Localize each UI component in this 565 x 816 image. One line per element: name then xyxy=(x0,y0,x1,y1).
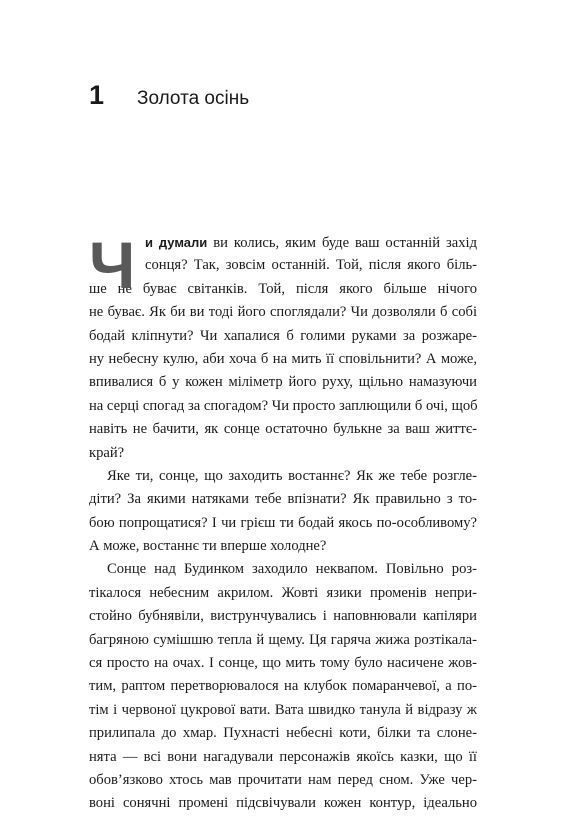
text-line: ся просто на очах. І сонце, що мить тому було насичене жов- xyxy=(89,655,477,672)
drop-cap: Ч xyxy=(89,228,136,302)
text-line: бодай кліпнути? Чи хапалися б голими руками за розжаре- xyxy=(89,327,477,344)
text-line: стойно бубнявіли, виструнчувались і наповнювали капіляри xyxy=(89,608,477,625)
text-line: А може, востаннє ти вперше холодне? xyxy=(89,538,327,555)
text-line: Сонце над Будинком заходило неквапом. Повільно роз- xyxy=(107,561,477,578)
text-line: прилипала до хмар. Пухнасті небесні коти, білки та слоне- xyxy=(89,725,477,742)
lead-in: и думали xyxy=(145,235,208,250)
chapter-title: Золота осінь xyxy=(137,88,250,109)
text-line-rest: ви колись, яким буде ваш останній захід xyxy=(207,235,477,251)
chapter-heading xyxy=(89,80,249,111)
text-line: тім і червоної цукрової вати. Вата швидко танула й відразу ж xyxy=(89,701,477,718)
chapter-text xyxy=(89,228,478,816)
paragraph-2 xyxy=(89,465,477,559)
text-line: ну небесну кулю, аби хоча б на мить її сповільнити? А може, xyxy=(89,350,477,367)
text-line: тим, раптом перетворювалося на клубок помаранчевої, а по- xyxy=(89,678,477,695)
text-line: бою попрощатися? І чи грієш ти бодай якось по-особливому? xyxy=(89,514,477,531)
text-line: не буває. Як би ви тоді його споглядали? Чи дозволяли б собі xyxy=(89,304,477,321)
text-line: нята — всі вони нагадували персонажів якоїсь казки, що її xyxy=(89,748,477,765)
text-line: діти? За якими натяками тебе впізнати? Як правильно з то- xyxy=(89,491,477,508)
text-line: навіть не бачити, як сонце остаточно булькне за ваш життє- xyxy=(89,421,477,438)
text-line xyxy=(145,231,477,254)
chapter-number: 1 xyxy=(89,80,105,110)
paragraph-3 xyxy=(89,558,477,815)
text-line: Яке ти, сонце, що заходить востаннє? Як же тебе розгле- xyxy=(107,467,477,484)
text-line: на серці спогад за спогадом? Чи просто заплющили б очі, щоб xyxy=(89,397,478,414)
text-line: ше не буває світанків. Той, після якого більше нічого xyxy=(89,280,477,297)
text-line: край? xyxy=(89,444,125,461)
text-line: багряною сумішшю тепла й щему. Ця гаряча жижа розтікала- xyxy=(89,631,477,648)
text-line: впивалися б у кожен міліметр його руху, щільно намазуючи xyxy=(89,374,477,391)
text-line: обов’язково хтось мав прочитати нам перед сном. Уже чер- xyxy=(89,771,477,788)
text-line: тікалося небесним акрилом. Жовті язики променів непри- xyxy=(89,584,477,601)
text-line: воні сонячні промені підсвічували кожен контур, ідеально xyxy=(89,795,477,812)
paragraph-1 xyxy=(89,228,478,465)
text-line: сонця? Так, зовсім останній. Той, після якого біль- xyxy=(145,257,477,274)
